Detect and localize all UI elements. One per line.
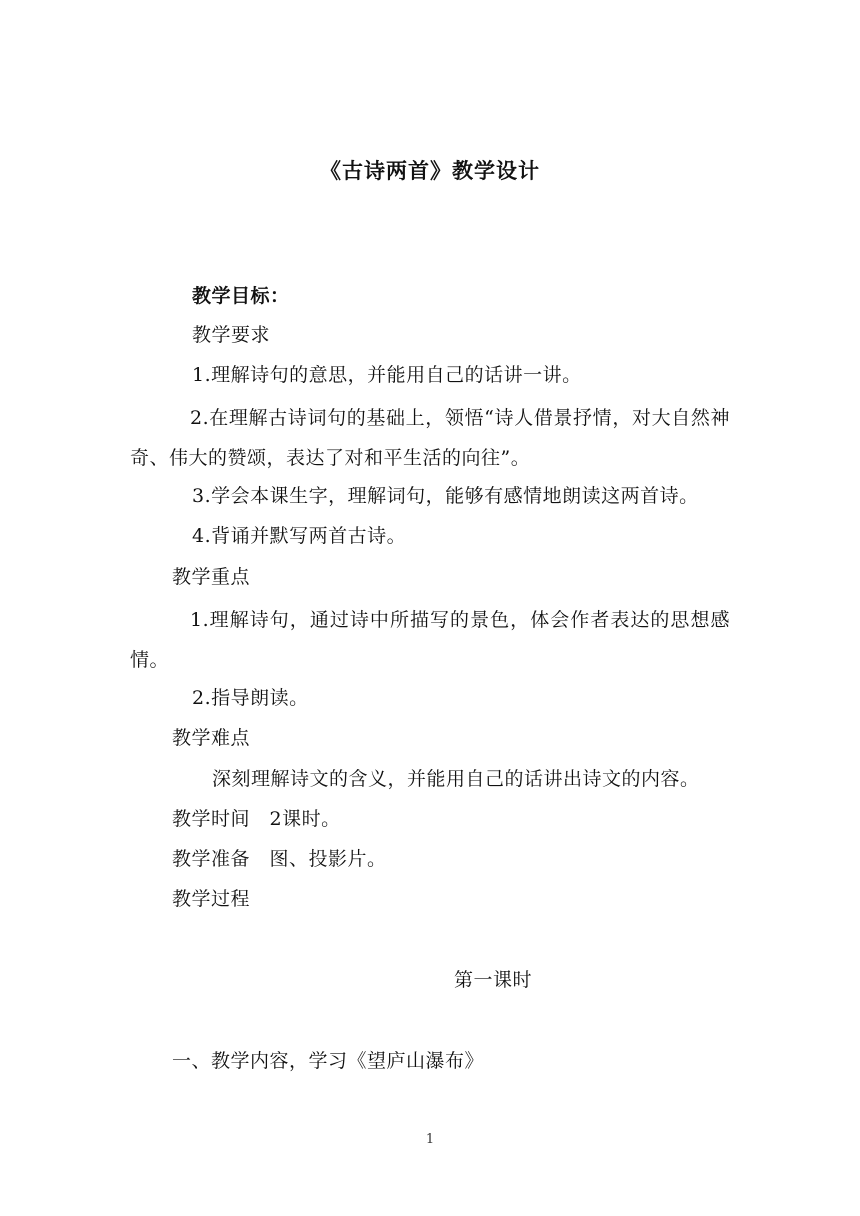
lesson-heading: 第一课时 [454, 969, 533, 991]
key-point-item: 2.指导朗读。 [192, 687, 309, 709]
requirement-item: 4.背诵并默写两首古诗。 [192, 525, 407, 547]
requirements-heading: 教学要求 [192, 324, 271, 346]
teaching-time: 教学时间 2课时。 [172, 808, 341, 830]
process-heading: 教学过程 [172, 888, 251, 910]
difficulty-heading: 教学难点 [172, 727, 251, 749]
teaching-preparation: 教学准备 图、投影片。 [172, 848, 387, 870]
key-points-heading: 教学重点 [172, 566, 251, 588]
difficulty-text: 深刻理解诗文的含义，并能用自己的话讲出诗文的内容。 [212, 768, 700, 790]
section-heading: 一、教学内容，学习《望庐山瀑布》 [172, 1050, 485, 1072]
requirement-item: 1.理解诗句的意思，并能用自己的话讲一讲。 [192, 364, 582, 386]
page-number: 1 [425, 1132, 435, 1147]
document-title: 《古诗两首》教学设计 [320, 158, 540, 183]
objectives-heading: 教学目标： [192, 285, 290, 307]
requirement-item: 2.在理解古诗词句的基础上，领悟“诗人借景抒情，对大自然神奇、伟大的赞颂，表达了对和平生活的向往”。 [130, 407, 730, 469]
requirement-item: 3.学会本课生字，理解词句，能够有感情地朗读这两首诗。 [192, 485, 699, 507]
key-point-item: 1.理解诗句，通过诗中所描写的景色，体会作者表达的思想感情。 [130, 609, 730, 671]
